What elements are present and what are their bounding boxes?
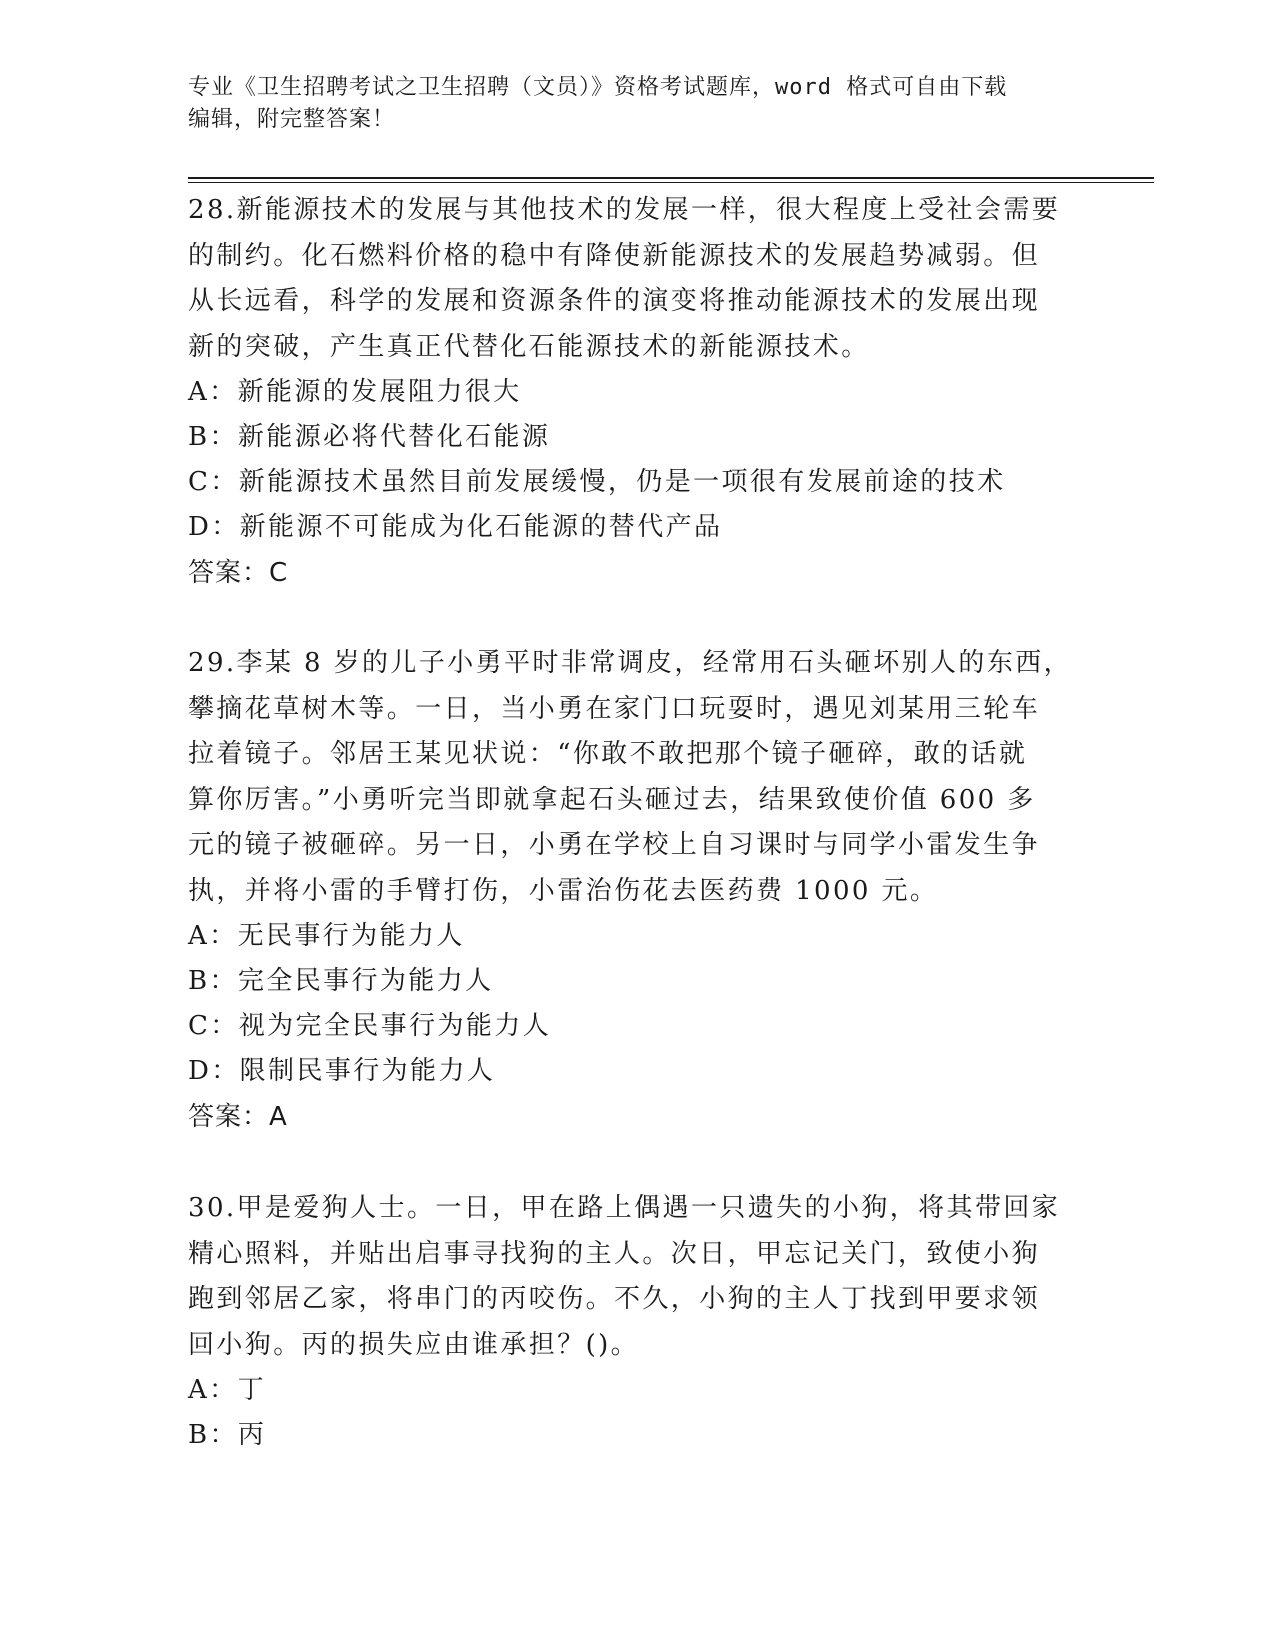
header-divider-thin	[188, 182, 1154, 183]
option-a: A：新能源的发展阻力很大	[188, 377, 522, 407]
question-stem-line: 从长远看，科学的发展和资源条件的演变将推动能源技术的发展出现	[188, 286, 1041, 316]
question-stem-line: 29.李某 8 岁的儿子小勇平时非常调皮，经常用石头砸坏别人的东西，	[188, 648, 1073, 678]
answer-line: 答案：A	[188, 1102, 288, 1132]
question-28	[188, 188, 1078, 596]
option-b: B：丙	[188, 1420, 267, 1450]
option-b: B：新能源必将代替化石能源	[188, 422, 551, 452]
question-stem-line: 精心照料，并贴出启事寻找狗的主人。次日，甲忘记关门，致使小狗	[188, 1238, 1041, 1269]
option-c: C：视为完全民事行为能力人	[188, 1011, 552, 1041]
answer-line: 答案：C	[188, 558, 289, 588]
header-line-2: 编辑，附完整答案！	[188, 107, 396, 132]
question-30	[188, 1186, 1078, 1458]
question-stem-line: 算你厉害。”小勇听完当即就拿起石头砸过去，结果致使价值 600 多	[188, 784, 1036, 815]
question-stem-line: 拉着镜子。邻居王某见状说：“你敢不敢把那个镜子砸碎，敢的话就	[188, 739, 1028, 769]
question-stem-line: 攀摘花草树木等。一日，当小勇在家门口玩耍时，遇见刘某用三轮车	[188, 693, 1041, 724]
document-header	[188, 72, 1068, 136]
option-a: A：丁	[188, 1375, 266, 1405]
option-d: D：新能源不可能成为化石能源的替代产品	[188, 512, 723, 542]
option-a: A：无民事行为能力人	[188, 921, 465, 951]
question-stem-line: 新的突破，产生真正代替化石能源技术的新能源技术。	[188, 331, 870, 362]
question-stem-line: 30.甲是爱狗人士。一日，甲在路上偶遇一只遗失的小狗，将其带回家	[188, 1193, 1061, 1223]
question-stem-line: 28.新能源技术的发展与其他技术的发展一样，很大程度上受社会需要	[188, 195, 1061, 225]
option-d: D：限制民事行为能力人	[188, 1056, 496, 1086]
question-stem-line: 元的镜子被砸碎。另一日，小勇在学校上自习课时与同学小雷发生争	[188, 830, 1041, 860]
header-divider-thick	[188, 177, 1154, 179]
question-stem-line: 回小狗。丙的损失应由谁承担？()。	[188, 1329, 640, 1360]
option-c: C：新能源技术虽然目前发展缓慢，仍是一项很有发展前途的技术	[188, 467, 1006, 497]
option-b: B：完全民事行为能力人	[188, 966, 494, 996]
question-stem-line: 的制约。化石燃料价格的稳中有降使新能源技术的发展趋势减弱。但	[188, 240, 1041, 271]
question-stem-line: 执，并将小雷的手臂打伤，小雷治伤花去医药费 1000 元。	[188, 875, 939, 906]
header-line-1: 专业《卫生招聘考试之卫生招聘（文员）》资格考试题库，word 格式可自由下载	[188, 75, 1008, 100]
question-stem-line: 跑到邻居乙家，将串门的丙咬伤。不久，小狗的主人丁找到甲要求领	[188, 1284, 1041, 1314]
question-29	[188, 641, 1078, 1140]
